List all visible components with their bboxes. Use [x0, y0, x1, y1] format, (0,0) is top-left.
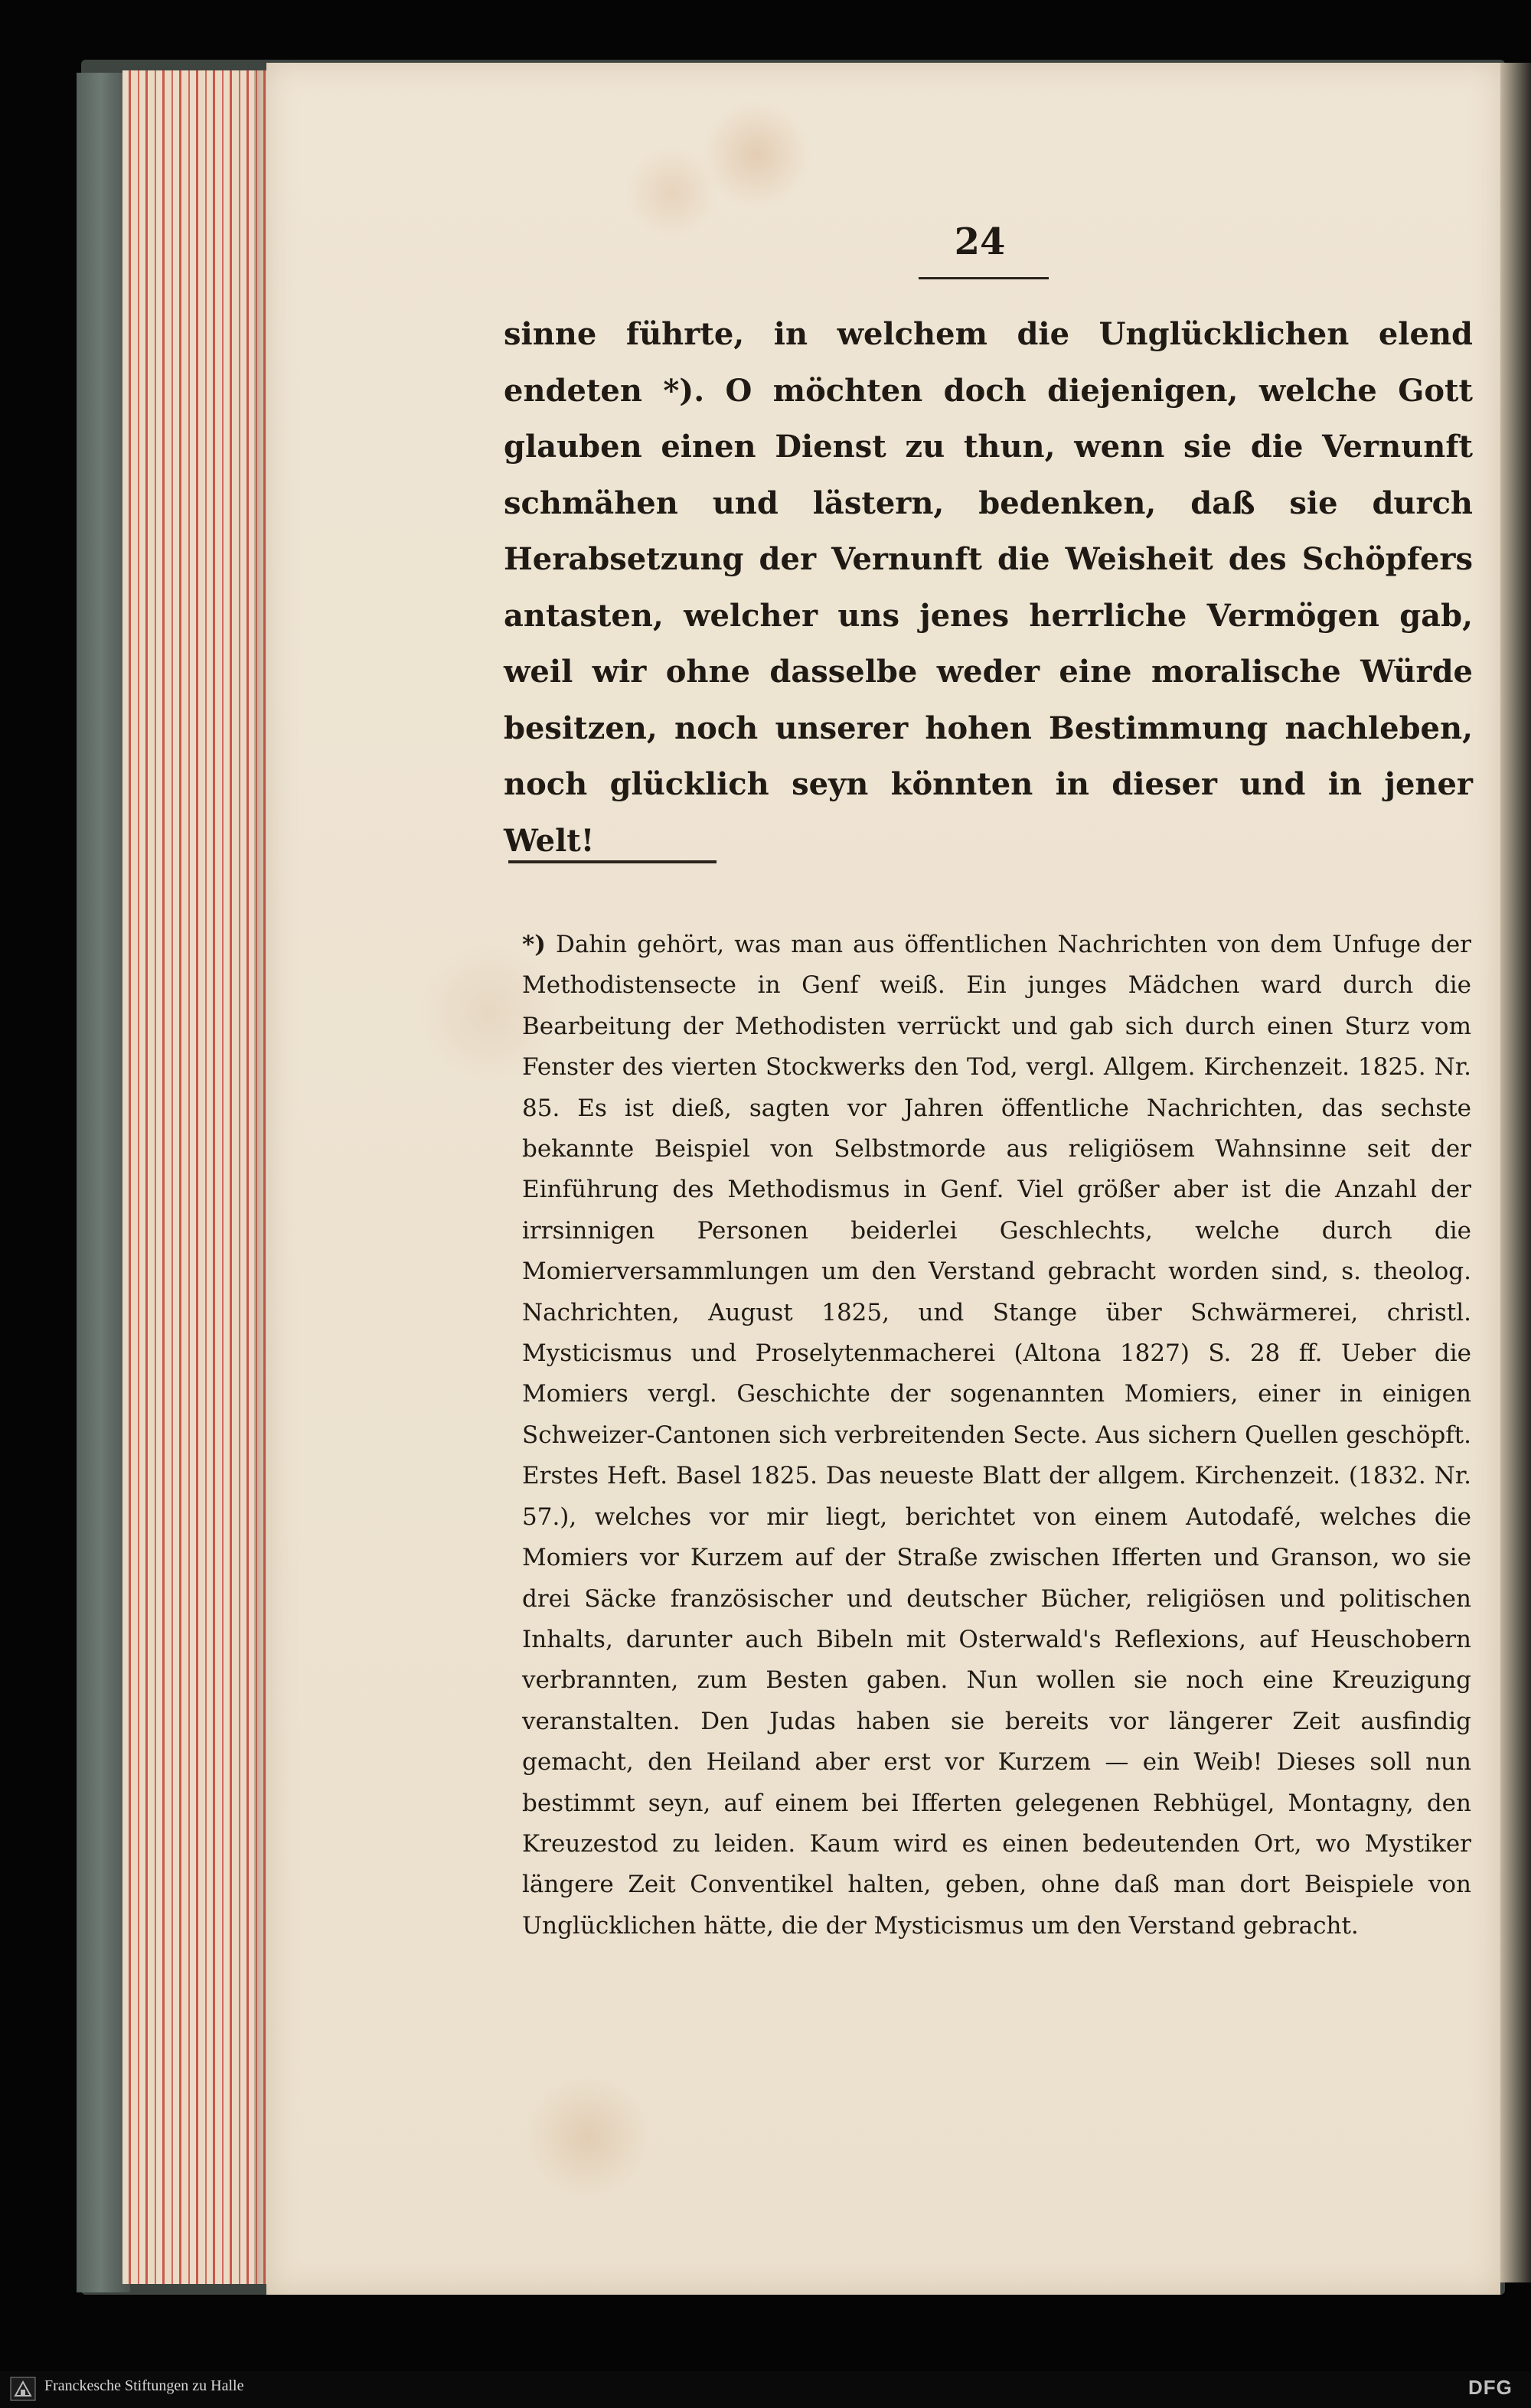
dfg-logo: DFG	[1468, 2376, 1513, 2399]
page-number-rule	[919, 277, 1049, 279]
page-number: 24	[954, 220, 1006, 263]
page-right-edge	[1497, 63, 1531, 2282]
institution-logo-icon	[8, 2376, 38, 2403]
footnote	[522, 925, 1471, 2088]
main-body-text: sinne führte, in welchem die Unglücklichen elend endeten *). O möchten doch diejenigen, welche Gott glauben einen Dienst zu thun, wenn sie die Vernunft schmähen und lästern, bedenken, daß sie durch Herabsetzung der Vernunft die Weisheit des Schöpfers antasten, welcher uns jenes herrliche Vermögen gab, weil wir ohne dasselbe weder eine moralische Würde besitzen, noch unserer hohen Bestimmung nachleben, noch glücklich seyn könnten in dieser und in jener Welt!	[504, 316, 1473, 859]
page-edges-stack	[122, 70, 268, 2284]
footnote-marker: *)	[522, 931, 546, 958]
footnote-separator-rule	[508, 860, 717, 863]
institution-name: Franckesche Stiftungen zu Halle	[44, 2377, 244, 2394]
footnote-text: Dahin gehört, was man aus öffentlichen Nachrichten von dem Unfuge der Methodistensecte in Genf weiß. Ein junges Mädchen ward durch die Bearbeitung der Methodisten verrückt und gab sich durch einen Sturz vom Fenster des vierten Stockwerks den Tod, vergl. Allgem. Kirchenzeit. 1825. Nr. 85. Es ist dieß, sagten vor Jahren öffentliche Nachrichten, das sechste bekannte Beispiel von Selbstmorde aus religiösem Wahnsinne seit der Einführung des Methodismus in Genf. Viel größer aber ist die Anzahl der irrsinnigen Personen beiderlei Geschlechts, welche durch die Momierversammlungen um den Verstand gebracht worden sind, s. theolog. Nachrichten, August 1825, und Stange über Schwärmerei, christl. Mysticismus und Proselytenmacherei (Altona 1827) S. 28 ff. Ueber die Momiers vergl. Geschichte der sogenannten Momiers, einer in einigen Schweizer-Cantonen sich verbreitenden Secte. Aus sichern Quellen geschöpft. Erstes Heft. Basel 1825. Das neueste Blatt der allgem. Kirchenzeit. (1832. Nr. 57.), welches vor mir liegt, berichtet von einem Autodafé, welches die Momiers vor Kurzem auf der Straße zwischen Ifferten und Granson, wo sie drei Säcke französischer und deutscher Bücher, religiösen und politischen Inhalts, darunter auch Bibeln mit Osterwald's Reflexions, auf Heuschobern verbrannten, zum Besten gaben. Nun wollen sie noch eine Kreuzigung veranstalten. Den Judas haben sie bereits vor längerer Zeit ausfindig gemacht, den Heiland aber erst vor Kurzem — ein Weib! Dieses soll nun bestimmt seyn, auf einem bei Ifferten gelegenen Rebhügel, Montagny, den Kreuzestod zu leiden. Kaum wird es einen bedeutenden Ort, wo Mystiker längere Zeit Conventikel halten, geben, ohne daß man dort Beispiele von Unglücklichen hätte, die der Mysticismus um den Verstand gebracht.	[522, 931, 1471, 1940]
